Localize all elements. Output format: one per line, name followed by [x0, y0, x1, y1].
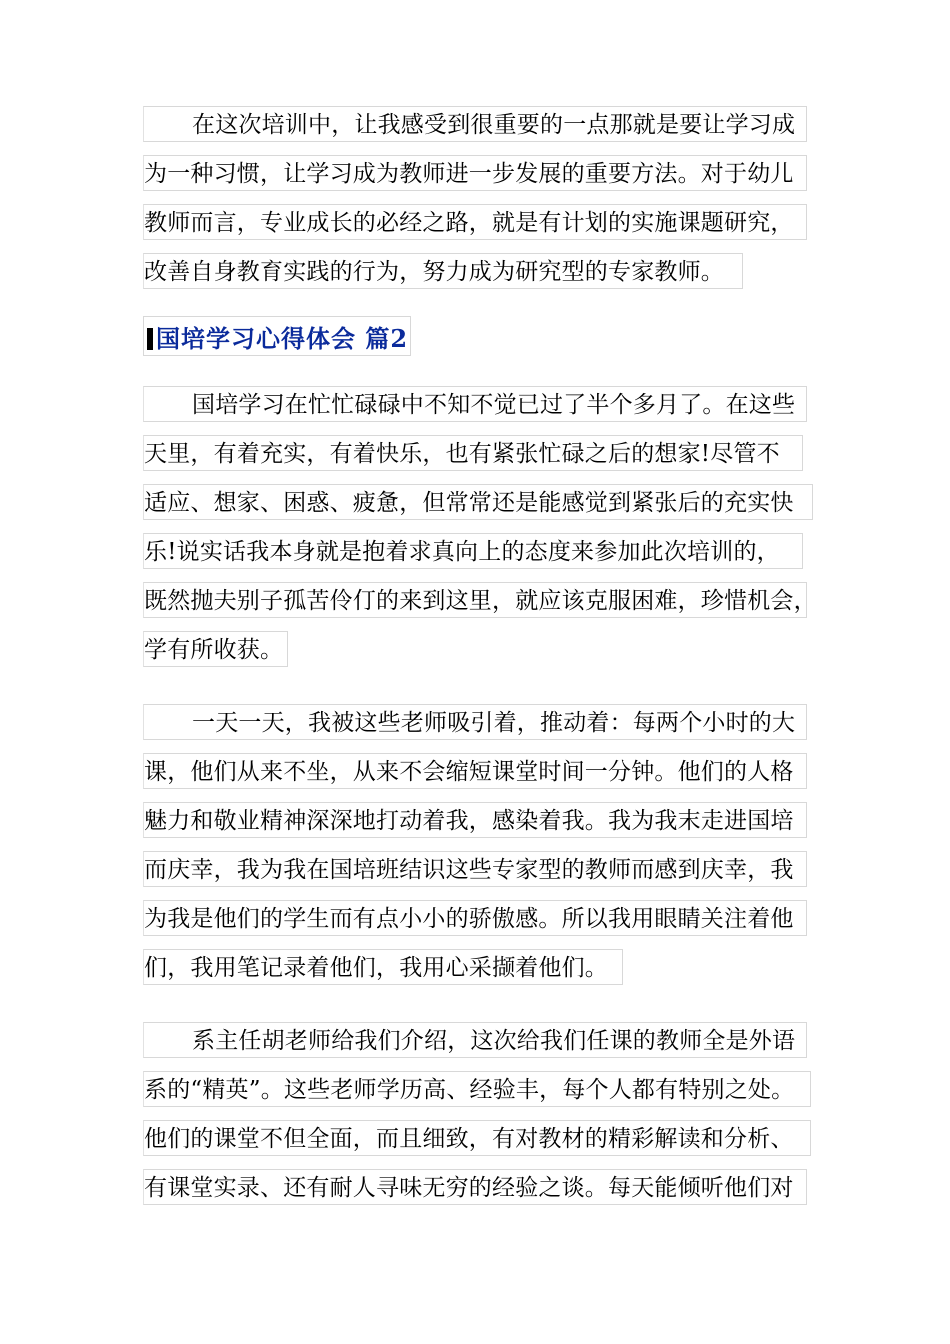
text-line: [143, 484, 813, 533]
text-line-content: 们，我用笔记录着他们，我用心采撷着他们。: [143, 949, 623, 985]
text-line: [143, 631, 813, 680]
text-line: [143, 900, 813, 949]
text-line: [143, 1071, 813, 1120]
text-line-content: 乐!说实话我本身就是抱着求真向上的态度来参加此次培训的，: [143, 533, 803, 569]
text-line: [143, 582, 817, 631]
text-line: [143, 386, 813, 435]
text-line: [143, 204, 813, 253]
text-line: [143, 802, 813, 851]
paragraph-4: [143, 1022, 813, 1218]
text-line-content: 适应、想家、困惑、疲惫，但常常还是能感觉到紧张后的充实快: [143, 484, 813, 520]
text-line: [143, 253, 813, 302]
text-line-content: 天里，有着充实，有着快乐，也有紧张忙碌之后的想家!尽管不: [143, 435, 803, 471]
text-line: [143, 949, 813, 998]
text-line: [143, 155, 813, 204]
text-line-content: 学有所收获。: [143, 631, 288, 667]
text-line-content: 系主任胡老师给我们介绍，这次给我们任课的教师全是外语: [143, 1022, 807, 1058]
text-line: [143, 851, 813, 900]
text-line-content: 国培学习在忙忙碌碌中不知不觉已过了半个多月了。在这些: [143, 386, 807, 422]
text-line-content: 有课堂实录、还有耐人寻味无穷的经验之谈。每天能倾听他们对: [143, 1169, 807, 1205]
text-line-content: 他们的课堂不但全面，而且细致，有对教材的精彩解读和分析、: [143, 1120, 811, 1156]
text-line-content: 系的“精英”。这些老师学历高、经验丰，每个人都有特别之处。: [143, 1071, 811, 1107]
text-line-content: 在这次培训中，让我感受到很重要的一点那就是要让学习成: [143, 106, 807, 142]
heading-title: 国培学习心得体会 篇2: [156, 323, 409, 353]
paragraph-1: [143, 106, 813, 302]
text-line: [143, 1022, 813, 1071]
heading-marker-icon: [147, 328, 153, 350]
text-line-content: 教师而言，专业成长的必经之路，就是有计划的实施课题研究，: [143, 204, 807, 240]
text-line-content: 改善自身教育实践的行为，努力成为研究型的专家教师。: [143, 253, 743, 289]
text-line-content: 为一种习惯，让学习成为教师进一步发展的重要方法。对于幼儿: [143, 155, 807, 191]
text-line: [143, 533, 813, 582]
text-line: [143, 106, 813, 155]
text-line-content: 既然抛夫别子孤苦伶仃的来到这里，就应该克服困难，珍惜机会，: [143, 582, 807, 618]
text-line: [143, 753, 813, 802]
text-line-content: 而庆幸，我为我在国培班结识这些专家型的教师而感到庆幸，我: [143, 851, 807, 887]
paragraph-3: [143, 704, 813, 998]
text-line: [143, 704, 813, 753]
text-line-content: 一天一天，我被这些老师吸引着，推动着：每两个小时的大: [143, 704, 807, 740]
text-line: [143, 435, 813, 484]
text-line-content: 课，他们从来不坐，从来不会缩短课堂时间一分钟。他们的人格: [143, 753, 807, 789]
paragraph-2: [143, 386, 817, 680]
text-line-content: 为我是他们的学生而有点小小的骄傲感。所以我用眼睛关注着他: [143, 900, 807, 936]
text-line-content: 魅力和敬业精神深深地打动着我，感染着我。我为我末走进国培: [143, 802, 807, 838]
text-line: [143, 1120, 813, 1169]
text-line: [143, 1169, 813, 1218]
section-heading: [143, 316, 411, 356]
